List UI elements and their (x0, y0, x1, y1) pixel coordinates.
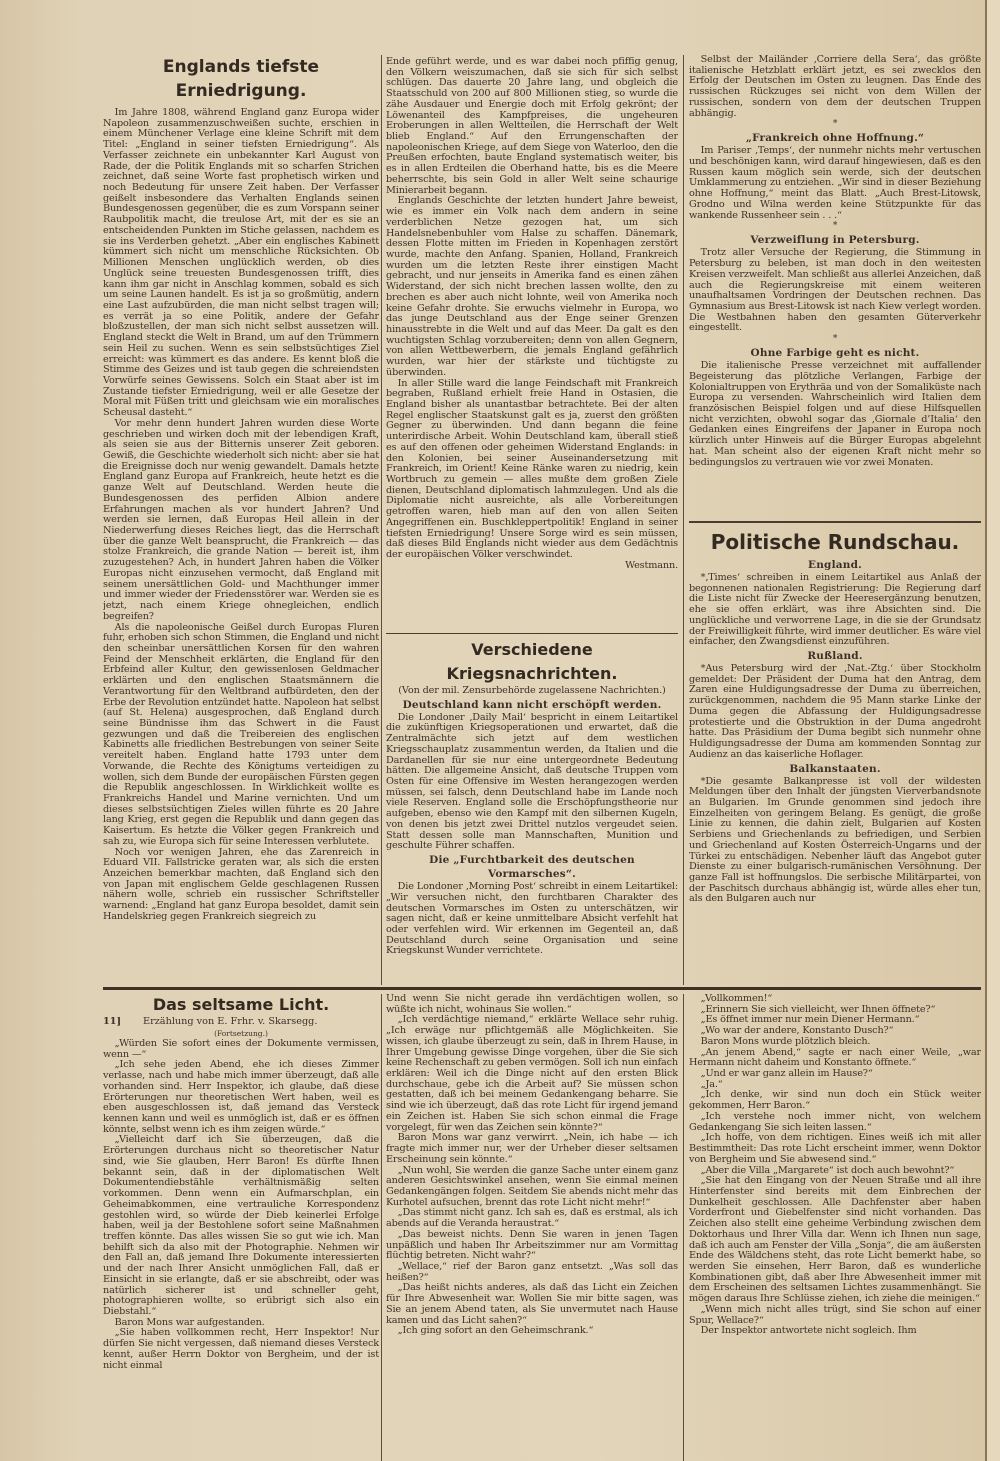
article-body (689, 558, 981, 905)
paragraph: Ende geführt werde, und es war dabei noch pfiffig genug, den Völkern weiszumachen, daß sie sich für sich selbst schlügen. Das dauerte 20 Jahre lang, und obgleich die Staatsschuld von 200 auf 800 Millionen stieg, so wurde die zähe Ausdauer und Energie doch mit Erfolg gekrönt; der Löwenanteil des Kampfpreises, die ungeheuren Eroberungen in allen Weltteilen, die Herrschaft der Welt blieb England.“ Auf den Errungenschaften der napoleonischen Kriege, auf dem Siege von Waterloo, den die Preußen erfochten, baute England systematisch weiter, bis es in allen Erdteilen die Oberhand hatte, bis es die Meere beherrschte, bis sein Gold in aller Welt seine schaurige Minierarbeit begann. (386, 57, 678, 196)
feuilleton-divider (103, 987, 981, 990)
paragraph: Baron Mons war ganz verwirrt. „Nein, ich habe — ich fragte mich immer nur, wer der Urheber dieser seltsamen Erscheinung sein könnte.“ (386, 1132, 678, 1165)
paragraph: Selbst der Mailänder ‚Corriere della Sera‘, das größte italienische Hetzblatt erklärt jetzt, es sei zwecklos den Erfolg der Deutschen im Osten zu leugnen. Das Ende des russischen Rückzuges sei nicht von dem Willen der russischen, sondern von dem der deutschen Truppen abhängig. (689, 55, 981, 119)
paragraph: Als die napoleonische Geißel durch Europas Fluren fuhr, erhoben sich schon Stimmen, die England und nicht den scheinbar unersättlichen Korsen für den wahren Feind der Menschheit erklärten, die England für den Erbfeind aller Kultur, den gewissenlosen Geldmacher erklärten und den englischen Staatsmännern die Verantwortung für den Weltbrand aufbürdeten, den der Erbe der Revolution entzündet hatte. Napoleon hat selbst (auf St. Helena) ausgesprochen, daß England durch seine Bündnisse ihm das Schwert in die Faust gezwungen und daß die Treibereien des englischen Kabinetts alle friedlichen Bestrebungen von seiner Seite vereitelt haben. England hatte 1793 unter dem Vorwande, die Rechte des Königtums verteidigen zu wollen, sich dem Bunde der europäischen Fürsten gegen die Republik angeschlossen. In Wirklichkeit wollte es Frankreichs Handel und Marine vernichten. Und um dieses selbstsüchtigen Zieles willen führte es 20 Jahre lang Krieg, erst gegen die Republik und dann gegen das Kaisertum. Es hetzte die Völker gegen Frankreich und sah zu, wie Europa sich für seine Interessen verblutete. (103, 621, 379, 847)
column-rule (381, 994, 382, 1461)
paragraph: „Sie hat den Eingang von der Neuen Straße und all ihre Hinterfenster sind bereits mit dem Einbrechen der Dunkelheit geschlossen. Alle Dachfenster aber haben Vorderfront und Giebelfenster sind nicht vorhanden. Das Zeichen also stellt eine geheime Verbindung zwischen dem Doktorhaus und Ihrer Villa dar. Wenn ich Ihnen nun sage, daß ich auch am Fenster der Villa „Sonja“, die am äußersten Ende des Wäldchens steht, das rote Licht bemerkt habe, so werden Sie einsehen, Herr Baron, daß es wunderliche Kombinationen gibt, daß aber Ihre Abwesenheit immer mit dem Erscheinen des seltsamen Lichtes zusammenhängt. Sie mögen daraus Ihre Schlüsse ziehen, ich ziehe die meinigen.“ (689, 1175, 981, 1305)
serial-note: (Fortsetzung.) (214, 1029, 268, 1038)
article-body (386, 698, 678, 957)
article-body (386, 57, 678, 572)
paragraph: „Aber die Villa „Margarete“ ist doch auch bewohnt?“ (700, 1164, 955, 1176)
section-divider (689, 521, 981, 523)
paragraph: Englands Geschichte der letzten hundert Jahre beweist, wie es immer ein Volk nach dem andern in seine verderblichen Netze gezogen hat, um sich Handelsnebenbuhler vom Halse zu schaffen. Dänemark, dessen Flotte mitten im Frieden in Kopenhagen zerstört wurde, machte den Anfang. Spanien, Holland, Frankreich wurden um die letzten Reste ihrer einstigen Macht gebracht, und nur jenseits in Amerika fand es einen zähen Widerstand, der sich nicht brechen lassen wollte, den zu brechen es aber auch nicht lohnte, weil von Amerika noch keine Gefahr drohte. Sie erwuchs vielmehr in Europa, wo das junge Deutschland aus der Enge seiner Grenzen hinausstrebte in die Welt und auf das Meer. Da galt es den wuchtigsten Schlag vorzubereiten; denn von allen Gegnern, von allen Wettbewerbern, die jemals England gefährlich wurden, war hier der stärkste und tüchtigste zu überwinden. (386, 195, 678, 378)
serial-body (103, 1039, 379, 1371)
article-title: Verschiedene Kriegsnachrichten. (446, 640, 618, 683)
paragraph: „Es öffnet immer nur mein Diener Hermann.“ (700, 1014, 920, 1026)
serial-byline-row (103, 1016, 379, 1028)
article-continuation (386, 57, 678, 629)
section-heading: Ohne Farbige geht es nicht. (750, 347, 920, 360)
paragraph: In aller Stille ward die lange Feindschaft mit Frankreich begraben, Rußland erhielt freie Hand in Ostasien, die England bisher als unantastbar betrachtete. Bei der alten Regel englischer Staatskunst galt es ja, zuerst den größten Gegner zu überwinden. Und dann begann die feine unterirdische Arbeit. Wohin Deutschland kam, überall stieß es auf den offenen oder geheimen Widerstand Englands: in den Kolonien, bei seiner Auseinandersetzung mit Frankreich, im Orient! Keine Ränke waren zu niedrig, kein Wortbruch zu gemein — alles mußte dem großen Ziele dienen, Deutschland diplomatisch lahmzulegen. Und als die Diplomatie nicht ausreichte, als alle Vorbereitungen getroffen waren, hieb man auf den von allen Seiten Angegriffenen ein. Buschkleppertpolitik! England in seiner tiefsten Erniedrigung! Unsere Sorge wird es sein müssen, daß dieses Bild Englands nicht wieder aus dem Gedächtnis der europäischen Völker verschwindet. (386, 377, 678, 561)
section-heading: Rußland. (807, 650, 863, 663)
separator-asterisk: * (832, 221, 838, 232)
serial-number: 11] (103, 1016, 122, 1027)
column-rule (381, 55, 382, 985)
paragraph: *‚Times‘ schreiben in einem Leitartikel aus Anlaß der begonnenen nationalen Registrierung: Die Regierung darf die Liste nicht für Zwecke der Heeresergänzung benutzen, ehe sie offen erklärt, was ihre Absichten sind. Die unglückliche und verworrene Lage, in die sie der Grundsatz der Freiwilligkeit führte, wird immer deutlicher. Es wäre viel einfacher, den Zwangsdienst einzuführen. (689, 572, 981, 648)
paragraph: Vor mehr denn hundert Jahren wurden diese Worte geschrieben und wirken doch mit der lebendigen Kraft, als seien sie aus der Bitternis unserer Zeit geboren. Gewiß, die Geschichte wiederholt sich nicht: aber sie hat die Ereignisse doch nur wenig gewandelt. Damals hetzte England ganz Europa auf Frankreich, heute hetzt es die ganze Welt auf Deutschland. Werden heute die Bundesgenossen des perfiden Albion andere Erfahrungen machen als vor hundert Jahren? Und werden sie lernen, daß Europas Heil allein in der Niederwerfung dieses Reiches liegt, das die Herrschaft über die ganze Welt beansprucht, die Frankreich — das stolze Frankreich, die grande Nation — bereit ist, ihm zuzugestehen? Ach, in hundert Jahren haben die Völker Europas nicht einzusehen vermocht, daß England mit seinem unersättlichen Gold- und Machthunger immer und immer wieder der Friedensstörer war. Werden sie es jetzt, nach einem Kriege ohnegleichen, endlich begreifen? (103, 417, 379, 622)
paragraph: „Ich hoffe, von dem richtigen. Eines weiß ich mit aller Bestimmtheit: Das rote Licht erscheint immer, wenn Doktor von Bergheim und Sie abwesend sind.“ (689, 1132, 981, 1165)
paragraph: *Aus Petersburg wird der ‚Nat.-Ztg.‘ über Stockholm gemeldet: Der Präsident der Duma hat den Antrag, dem Zaren eine Huldigungsadresse der Duma zu überreichen, zurückgenommen, nachdem die 95 Mann starke Linke der Duma gegen die Abfassung der Huldigungsadresse protestierte und die Obstruktion in der Duma angedroht hatte. Das Präsidium der Duma begibt sich nunmehr ohne Huldigungsadresse der Duma am kommenden Sonntag zur Audienz an das kaiserliche Hoflager. (689, 663, 981, 760)
page-edge (985, 0, 1000, 1461)
paragraph: Trotz aller Versuche der Regierung, die Stimmung in Petersburg zu beleben, ist man doch in den weitesten Kreisen verzweifelt. Man schließt aus allerlei Anzeichen, daß auch die Regierungskreise mit einem weiteren unaufhaltsamen Vordringen der Deutschen rechnen. Das Gymnasium aus Brest-Litowsk ist nach Kiew verlegt worden. Die Westbahnen haben den gesamten Güterverkehr eingestellt. (689, 247, 981, 334)
serial-byline: Erzählung von E. Frhr. v. Skarsegg. (143, 1016, 318, 1027)
paragraph: „Und er war ganz allein im Hause?“ (700, 1068, 873, 1080)
article-title: Politische Rundschau. (710, 530, 960, 554)
paragraph: „Nun wohl, Sie werden die ganze Sache unter einem ganz anderen Gesichtswinkel ansehen, wenn Sie einmal meinen Gedankengängen folgen. Seitdem Sie abends nicht mehr das Kurhotel aufsuchen, brennt das rote Licht nicht mehr!“ (386, 1164, 678, 1208)
paragraph: „Das beweist nichts. Denn Sie waren in jenen Tagen unpäßlich und haben Ihr Arbeitszimmer nur am Vormittag flüchtig betreten. Nicht wahr?“ (386, 1228, 678, 1262)
article-kriegsnachrichten (386, 638, 678, 985)
separator-asterisk: * (832, 334, 838, 345)
serial-body (689, 994, 981, 1337)
article-politische-rundschau (689, 527, 981, 985)
paragraph: Baron Mons war aufgestanden. (114, 1316, 265, 1328)
section-heading: Die „Furchtbarkeit des deutschen Vormarsches“. (429, 854, 635, 881)
serial-column-3 (689, 994, 981, 1461)
paragraph: „Vielleicht darf ich Sie überzeugen, daß die Erörterungen durchaus nicht so theoretischer Natur sind, wie Sie glauben, Herr Baron! Es dürfte Ihnen bekannt sein, daß in der diplomatischen Welt Dokumentendiebstähle verhältnismäßig selten vorkommen. Denn wenn ein Aufmarschplan, ein Geheimabkommen, eine vertrauliche Korrespondenz gestohlen wird, so würde der Dieb keinerlei Erfolge haben, weil ja der Bestohlene sofort seine Maßnahmen treffen könnte. Das alles wissen Sie so gut wie ich. Man behilft sich da also mit der Photographie. Nehmen wir den Fall an, daß jemand Ihre Dokumente interessierten und der nach Ihrer Ansicht unmöglichen Fall, daß er Einsicht in sie erlangte, daß er sie abschreibt, oder was natürlich sicherer ist und schneller geht, photographieren wollte, so erübrigt sich also ein Diebstahl.“ (103, 1134, 379, 1317)
paragraph: „Wellace,“ rief der Baron ganz entsetzt. „Was soll das heißen?“ (386, 1260, 678, 1283)
paragraph: *Die gesamte Balkanpresse ist voll der wildesten Meldungen über den Inhalt der jüngsten Vierverbandsnote an Bulgarien. Im Grunde genommen sind jedoch ihre Einzelheiten von geringem Belang. Es genügt, die große Linie zu kennen, die dahin zielt, Bulgarien auf Kosten Serbiens und Griechenlands zu befriedigen, und Serbien und Griechenland auf Kosten Österreich-Ungarns und der Türkei zu entschädigen. Nebenher läuft das Angebot guter Dienste zu einer bulgarisch-rumänischen Versöhnung. Der ganze Fall ist hoffnungslos. Die serbische Militärpartei, von der Paschitsch durchaus abhängig ist, würde alles eher tun, als den Bulgaren auch nur (689, 775, 981, 905)
section-heading: Balkanstaaten. (789, 762, 881, 775)
paragraph: „Ich sehe jeden Abend, ehe ich dieses Zimmer verlasse, nach und habe mich immer überzeugt, daß alle vorhanden sind. Herr Inspektor, ich glaube, daß diese Erörterungen nur theoretischen Wert haben, weil es eben ausgeschlossen ist, daß jemand das Versteck kennen kann und weil es unmöglich ist, daß er es öffnen könnte, selbst wenn ich es ihm zeigen würde.“ (103, 1059, 379, 1135)
paragraph: Im Jahre 1808, während England ganz Europa wider Napoleon zusammenzuschweißen suchte, erschien in einem Münchener Verlage eine kleine Schrift mit dem Titel: „England in seiner tiefsten Erniedrigung“. Als Verfasser zeichnete ein unbekannter Karl August von Rade, der die Politik Englands mit so scharfen Strichen zeichnet, daß seine Worte fast prophetisch wirken und noch Bedeutung für unsere Zeit haben. Der Verfasser geißelt insbesondere das Verhalten Englands seinen Bundesgenossen gegenüber, die es zum Vorspann seiner Raubpolitik macht, die treulose Art, mit der es sie an entscheidenden Punkten im Stiche gelassen, nachdem es sie ins Verderben gehetzt. „Aber ein englisches Kabinett kümmert sich nicht um menschliche Rücksichten. Ob Millionen Menschen unglücklich werden, ob dies Unglück seine treuesten Bundesgenossen trifft, dies kann ihm gar nicht in Anschlag kommen, sobald es sich um seine Launen handelt. Es ist ja so großmütig, andern eine Last aufzubürden, die man nicht selbst tragen will; es verrät ja so eine Politik, andere der Gefahr bloßzustellen, der man sich nicht selbst aussetzen will. England steckt die Welt in Brand, um auf den Trümmern sein Heil zu suchen. Wenn es sein selbstsüchtiges Ziel erreicht: was kümmert es das andere. Es kennt bloß die Stimme des Geizes und ist taub gegen die schreiendsten Vorwürfe seines Gewissens. Solch ein Staat aber ist im Zustande tiefster Erniedrigung, weil er alle Gesetze der Moral mit Füßen tritt und gleichsam wie ein moralisches Scheusal dasteht.“ (103, 107, 379, 419)
serial-title: Das seltsame Licht. (152, 995, 330, 1014)
paragraph: „Ich ging sofort an den Geheimschrank.“ (397, 1325, 594, 1337)
serial-column-1 (103, 994, 379, 1461)
section-heading: Deutschland kann nicht erschöpft werden. (402, 698, 662, 711)
article-title: Englands tiefste Erniedrigung. (162, 57, 320, 101)
section-heading: Verzweiflung in Petersburg. (750, 234, 920, 247)
article-body (103, 108, 379, 923)
serial-column-2 (386, 994, 678, 1461)
paragraph: „Würden Sie sofort eines der Dokumente vermissen, wenn —“ (103, 1038, 379, 1060)
author-signature: Westmann. (625, 559, 678, 571)
paragraph: Noch vor wenigen Jahren, ehe das Zarenreich in Eduard VII. Fallstricke geraten war, als sich die ersten Anzeichen bemerkbar machten, daß England sich den von Japan mit englischem Gelde geschlagenen Russen nähern wolle, schrieb ein russischer Schriftsteller warnend: „England hat ganz Europa besoldet, damit sein Handelskrieg gegen Frankreich siegreich zu (103, 846, 379, 922)
section-heading: England. (807, 559, 862, 571)
paragraph: „Wo war der andere, Konstanto Dusch?“ (700, 1025, 894, 1037)
paragraph: „Sie haben vollkommen recht, Herr Inspektor! Nur dürfen Sie nicht vergessen, daß niemand dieses Versteck kennt, außer Herrn Doktor von Bergheim, und der ist nicht einmal (103, 1327, 379, 1371)
paragraph: „Erinnern Sie sich vielleicht, wer Ihnen öffnete?“ (700, 1003, 936, 1015)
paragraph: Die Londoner ‚Daily Mail‘ bespricht in einem Leitartikel die zukünftigen Kriegsoperationen und erwartet, daß die Zentralmächte sich jetzt auf dem westlichen Kriegsschauplatz zusammentun werden, da Italien und die Dardanellen für sie nur eine untergeordnete Bedeutung hätten. Die allgemeine Ansicht, daß deutsche Truppen vom Osten für eine Offensive im Westen herangezogen werden müssen, sei falsch, denn Deutschland habe im Lande noch viele Reserven. England solle die Erschöpfungstheorie nur aufgeben, ebenso wie den Kampf mit den silbernen Kugeln, von denen bis jetzt zwei Drittel nutzlos vergeudet seien. Statt dessen solle man Mannschaften, Munition und geschulte Führer schaffen. (386, 711, 678, 852)
paragraph: „Ich verdächtige niemand,“ erklärte Wellace sehr ruhig. „Ich erwäge nur pflichtgemäß alle Möglichkeiten. Sie wissen, ich glaube überzeugt zu sein, daß in Ihrem Hause, in Ihrer Umgebung gewisse Dinge vorgehen, über die Sie sich keine Rechenschaft zu geben vermögen. Soll ich nun einfach erklären: Weil ich die Dinge nicht auf den ersten Blick durchschaue, gebe ich die Arbeit auf? Sie müssen schon gestatten, daß ich bei meinem Gedankengang beharre. Sie sind wie ich überzeugt, daß das rote Licht für irgend jemand ein Zeichen ist. Haben Sie sich schon einmal die Frage vorgelegt, für wen das Zeichen sein könnte?“ (386, 1014, 678, 1133)
paragraph: Und wenn Sie nicht gerade ihn verdächtigen wollen, so wüßte ich nicht, wohinaus Sie wollen.“ (386, 994, 678, 1015)
section-divider (386, 633, 678, 634)
article-kriegsnachrichten-continued (689, 55, 981, 517)
paragraph: Baron Mons wurde plötzlich bleich. (700, 1035, 871, 1047)
separator-asterisk: * (832, 119, 838, 130)
serial-body (386, 994, 678, 1337)
paragraph: „Ich verstehe noch immer nicht, von welchem Gedankengang Sie sich leiten lassen.“ (689, 1110, 981, 1133)
paragraph: Die italienische Presse verzeichnet mit auffallender Begeisterung das plötzliche Verlangen, Farbige der Kolonialtruppen von Erythräa und von der Somaliküste nach Europa zu versenden. Wahrscheinlich wird Italien dem französischen Beispiel folgen und auf diese Hilfsquellen nicht verzichten, obwohl sogar das ‚Giornale d’Italia‘ den Gedanken eines Eingreifens der Japaner in Europa noch kürzlich unter Hinweis auf die Bürger Europas abgelehnt hat. Man scheint also der eigenen Kraft nicht mehr so bedingungslos zu vertrauen wie vor zwei Monaten. (689, 360, 981, 468)
paragraph: „Ich denke, wir sind nun doch ein Stück weiter gekommen, Herr Baron.“ (689, 1089, 981, 1112)
article-englands-erniedrigung (103, 55, 379, 985)
paragraph: Der Inspektor antwortete nicht sogleich. Ihm (700, 1325, 917, 1337)
article-subtitle: (Von der mil. Zensurbehörde zugelassene Nachrichten.) (398, 685, 666, 696)
section-heading: „Frankreich ohne Hoffnung.“ (745, 132, 925, 145)
paragraph: Die Londoner ‚Morning Post‘ schreibt in einem Leitartikel: „Wir versuchen nicht, den furchtbaren Charakter des deutschen Vormarsches im Osten zu unterschätzen, wir sagen nicht, daß er keine unmittelbare Absicht verfehlt hat oder verfehlen wird. Wir erkennen im Gegenteil an, daß Deutschland durch seine Organisation und seine Kriegskunst Wunder verrichtete. (386, 881, 678, 957)
paragraph: „Das stimmt nicht ganz. Ich sah es, daß es erstmal, als ich abends auf die Veranda heraustrat.“ (386, 1207, 678, 1230)
paragraph: „An jenem Abend,“ sagte er nach einer Weile, „war Hermann nicht daheim und Konstanto öffnete.“ (689, 1046, 981, 1069)
paragraph: „Wenn mich nicht alles trügt, sind Sie schon auf einer Spur, Wellace?“ (689, 1303, 981, 1326)
paragraph: Im Pariser ‚Temps‘, der nunmehr nichts mehr vertuschen und beschönigen kann, wird darauf hingewiesen, daß es den Russen kaum möglich sein werde, sich der deutschen Umklammerung zu entziehen. „Wir sind in dieser Beziehung ohne Hoffnung,“ meint das Blatt. „Auch Brest-Litowsk, Grodno und Wilna werden keine Stützpunkte für das wankende Russenheer sein . . .“ (689, 145, 981, 221)
paragraph: „Ja.“ (700, 1078, 723, 1090)
article-body (689, 55, 981, 468)
paragraph: „Vollkommen!“ (700, 994, 773, 1004)
column-rule (683, 994, 684, 1461)
paragraph: „Das heißt nichts anderes, als daß das Licht ein Zeichen für Ihre Abwesenheit war. Wollen Sie mir bitte sagen, was Sie an jenem Abend taten, als Sie unvermutet nach Hause kamen und das Licht sahen?“ (386, 1282, 678, 1326)
column-rule (683, 55, 684, 985)
